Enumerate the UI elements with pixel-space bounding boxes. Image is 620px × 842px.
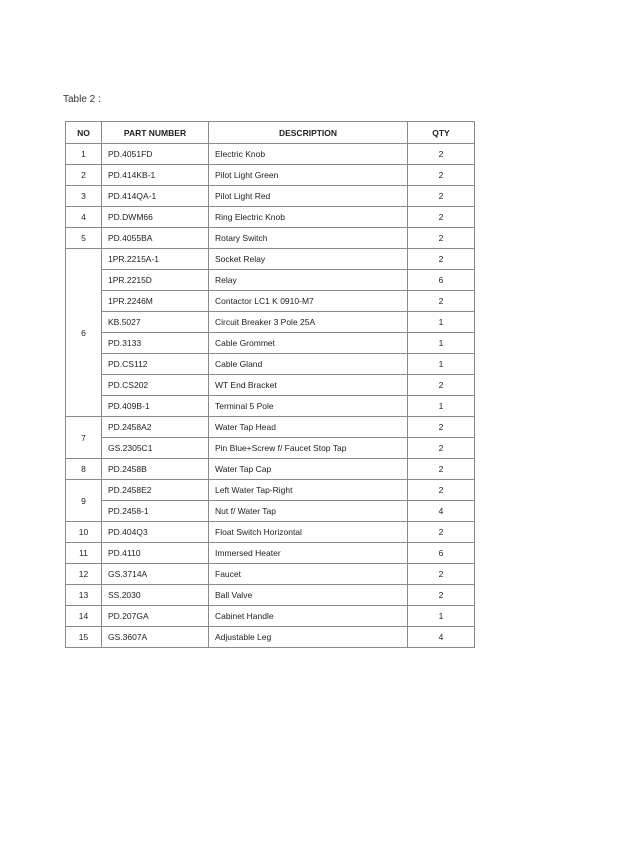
cell-qty: 2	[408, 291, 475, 312]
table-row	[66, 165, 475, 186]
cell-description: Pin Blue+Screw f/ Faucet Stop Tap	[209, 438, 408, 459]
cell-part-number: 1PR.2215D	[102, 270, 209, 291]
table-row	[66, 543, 475, 564]
table-row	[66, 585, 475, 606]
cell-part-number: 1PR.2215A-1	[102, 249, 209, 270]
cell-part-number: PD.4051FD	[102, 144, 209, 165]
table-row	[66, 564, 475, 585]
table-body	[66, 144, 475, 648]
cell-qty: 2	[408, 186, 475, 207]
cell-qty: 6	[408, 270, 475, 291]
header-no: NO	[66, 122, 102, 144]
cell-description: Terminal 5 Pole	[209, 396, 408, 417]
cell-no: 15	[66, 627, 102, 648]
table-caption: Table 2 :	[63, 94, 101, 105]
cell-qty: 4	[408, 501, 475, 522]
table-row	[66, 144, 475, 165]
cell-qty: 1	[408, 396, 475, 417]
cell-description: Float Switch Horizontal	[209, 522, 408, 543]
cell-part-number: PD.414KB-1	[102, 165, 209, 186]
cell-qty: 1	[408, 606, 475, 627]
table-row	[66, 606, 475, 627]
cell-description: WT End Bracket	[209, 375, 408, 396]
cell-description: Immersed Heater	[209, 543, 408, 564]
cell-description: Contactor LC1 K 0910-M7	[209, 291, 408, 312]
cell-description: Electric Knob	[209, 144, 408, 165]
cell-qty: 2	[408, 144, 475, 165]
cell-description: Faucet	[209, 564, 408, 585]
table-row	[66, 480, 475, 501]
table-row	[66, 627, 475, 648]
cell-description: Ring Electric Knob	[209, 207, 408, 228]
cell-part-number: GS.3714A	[102, 564, 209, 585]
cell-no: 5	[66, 228, 102, 249]
table-row	[66, 459, 475, 480]
cell-description: Pilot Light Green	[209, 165, 408, 186]
cell-description: Left Water Tap-Right	[209, 480, 408, 501]
cell-no: 3	[66, 186, 102, 207]
table-row	[66, 207, 475, 228]
table-row	[66, 417, 475, 438]
cell-description: Circuit Breaker 3 Pole 25A	[209, 312, 408, 333]
cell-qty: 2	[408, 375, 475, 396]
cell-part-number: KB.5027	[102, 312, 209, 333]
cell-no: 6	[66, 249, 102, 417]
cell-part-number: PD.2458-1	[102, 501, 209, 522]
cell-description: Relay	[209, 270, 408, 291]
table-row	[66, 375, 475, 396]
cell-part-number: PD.DWM66	[102, 207, 209, 228]
cell-no: 11	[66, 543, 102, 564]
cell-no: 7	[66, 417, 102, 459]
cell-description: Cabinet Handle	[209, 606, 408, 627]
cell-part-number: SS.2030	[102, 585, 209, 606]
cell-qty: 2	[408, 207, 475, 228]
cell-part-number: PD.2458A2	[102, 417, 209, 438]
cell-description: Nut f/ Water Tap	[209, 501, 408, 522]
header-part-number: PART NUMBER	[102, 122, 209, 144]
cell-qty: 2	[408, 522, 475, 543]
cell-description: Rotary Switch	[209, 228, 408, 249]
table-row	[66, 522, 475, 543]
cell-part-number: PD.4110	[102, 543, 209, 564]
table-row	[66, 438, 475, 459]
cell-part-number: PD.2458E2	[102, 480, 209, 501]
table-row	[66, 501, 475, 522]
cell-part-number: GS.2305C1	[102, 438, 209, 459]
cell-qty: 2	[408, 585, 475, 606]
table-row	[66, 270, 475, 291]
cell-qty: 1	[408, 333, 475, 354]
header-qty: QTY	[408, 122, 475, 144]
table-row	[66, 186, 475, 207]
cell-description: Pilot Light Red	[209, 186, 408, 207]
cell-description: Ball Valve	[209, 585, 408, 606]
header-description: DESCRIPTION	[209, 122, 408, 144]
cell-qty: 6	[408, 543, 475, 564]
parts-table	[65, 121, 475, 648]
cell-qty: 2	[408, 480, 475, 501]
cell-part-number: PD.3133	[102, 333, 209, 354]
cell-part-number: PD.CS112	[102, 354, 209, 375]
cell-qty: 2	[408, 249, 475, 270]
cell-part-number: PD.2458B	[102, 459, 209, 480]
cell-qty: 2	[408, 228, 475, 249]
cell-part-number: PD.404Q3	[102, 522, 209, 543]
cell-qty: 1	[408, 354, 475, 375]
cell-part-number: PD.CS202	[102, 375, 209, 396]
cell-description: Cable Grommet	[209, 333, 408, 354]
cell-no: 2	[66, 165, 102, 186]
cell-description: Water Tap Cap	[209, 459, 408, 480]
cell-no: 1	[66, 144, 102, 165]
table-row	[66, 249, 475, 270]
table-row	[66, 396, 475, 417]
table-row	[66, 291, 475, 312]
cell-qty: 2	[408, 459, 475, 480]
cell-part-number: 1PR.2246M	[102, 291, 209, 312]
cell-qty: 2	[408, 438, 475, 459]
cell-no: 8	[66, 459, 102, 480]
cell-description: Socket Relay	[209, 249, 408, 270]
table-row	[66, 312, 475, 333]
table-row	[66, 333, 475, 354]
cell-no: 10	[66, 522, 102, 543]
cell-part-number: PD.409B-1	[102, 396, 209, 417]
cell-qty: 2	[408, 564, 475, 585]
cell-no: 9	[66, 480, 102, 522]
cell-no: 4	[66, 207, 102, 228]
table-header-row	[66, 122, 475, 144]
cell-no: 12	[66, 564, 102, 585]
cell-qty: 1	[408, 312, 475, 333]
cell-description: Adjustable Leg	[209, 627, 408, 648]
cell-part-number: PD.207GA	[102, 606, 209, 627]
cell-no: 14	[66, 606, 102, 627]
cell-no: 13	[66, 585, 102, 606]
table-row	[66, 228, 475, 249]
cell-qty: 2	[408, 417, 475, 438]
cell-qty: 2	[408, 165, 475, 186]
cell-qty: 4	[408, 627, 475, 648]
cell-part-number: GS.3607A	[102, 627, 209, 648]
cell-description: Cable Gland	[209, 354, 408, 375]
cell-part-number: PD.414QA-1	[102, 186, 209, 207]
cell-description: Water Tap Head	[209, 417, 408, 438]
cell-part-number: PD.4055BA	[102, 228, 209, 249]
table-row	[66, 354, 475, 375]
